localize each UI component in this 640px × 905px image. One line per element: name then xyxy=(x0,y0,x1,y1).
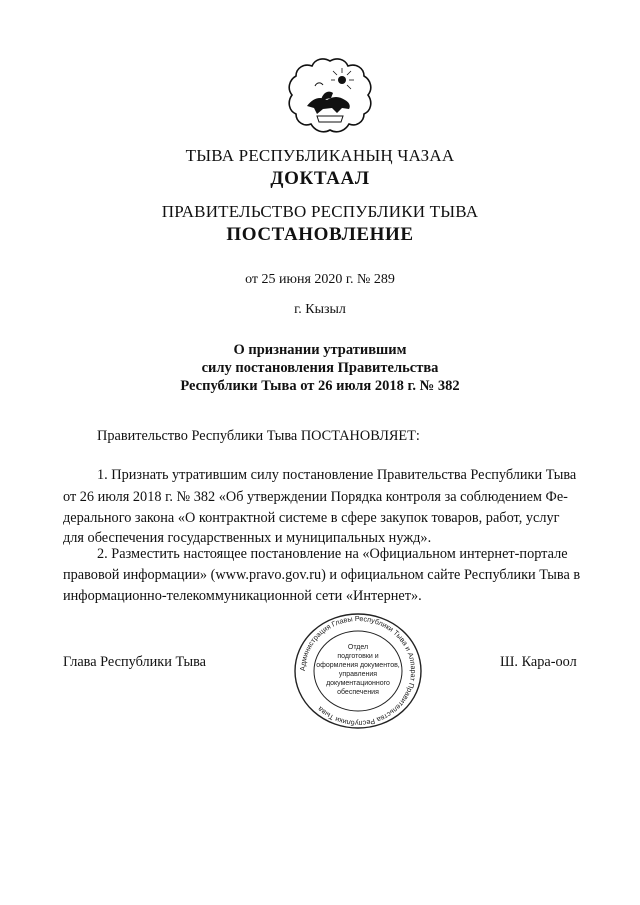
paragraph-1-line-1: 1. Признать утратившим силу постановление Правительства Республики Тыва xyxy=(97,467,577,483)
document-date-number: от 25 июня 2020 г. № 289 xyxy=(245,272,395,287)
stamp-center-line-2: подготовки и xyxy=(337,653,379,660)
official-stamp xyxy=(291,611,425,729)
header-doctype-russian: ПОСТАНОВЛЕНИЕ xyxy=(226,224,414,245)
preamble: Правительство Республики Тыва ПОСТАНОВЛЯЕТ: xyxy=(97,428,420,444)
document-city: г. Кызыл xyxy=(294,302,346,317)
header-doctype-tuvan: ДОКТААЛ xyxy=(270,168,370,189)
stamp-center-line-1: Отдел xyxy=(347,644,369,651)
paragraph-1-line-3: дерального закона «О контрактной системе в сфере закупок товаров, работ, услуг xyxy=(63,510,560,526)
stamp-center-line-3: оформления документов, xyxy=(316,662,400,669)
paragraph-2-line-3: информационно-телекоммуникационной сети «Интернет». xyxy=(63,588,422,604)
paragraph-1-line-4: для обеспечения государственных и муниципальных нужд». xyxy=(63,530,432,546)
signature-position: Глава Республики Тыва xyxy=(63,654,206,670)
signature-name: Ш. Кара-оол xyxy=(500,654,577,670)
header-republic-tuvan: ТЫВА РЕСПУБЛИКАНЫҢ ЧАЗАА xyxy=(185,146,455,165)
stamp-center-line-6: обеспечения xyxy=(337,689,379,696)
stamp-ring-text: Администрация Главы Республики Тыва и Аппарат Правительства Республики Тыва xyxy=(297,613,419,729)
paragraph-2-line-2: правовой информации» (www.pravo.gov.ru) и официальном сайте Республики Тыва в xyxy=(63,567,581,583)
coat-of-arms-emblem xyxy=(287,56,373,138)
paragraph-2-line-1: 2. Разместить настоящее постановление на «Официальном интернет-портале xyxy=(97,546,568,562)
stamp-center-line-5: документационного xyxy=(326,680,390,687)
subject-line-3: Республики Тыва от 26 июля 2018 г. № 382 xyxy=(180,378,460,394)
subject-line-1: О признании утратившим xyxy=(233,342,407,358)
paragraph-1-line-2: от 26 июля 2018 г. № 382 «Об утверждении Порядка контроля за соблюдением Фе- xyxy=(63,489,568,505)
subject-line-2: силу постановления Правительства xyxy=(201,360,439,376)
header-government-russian: ПРАВИТЕЛЬСТВО РЕСПУБЛИКИ ТЫВА xyxy=(161,202,479,221)
stamp-center-line-4: управления xyxy=(338,671,378,678)
